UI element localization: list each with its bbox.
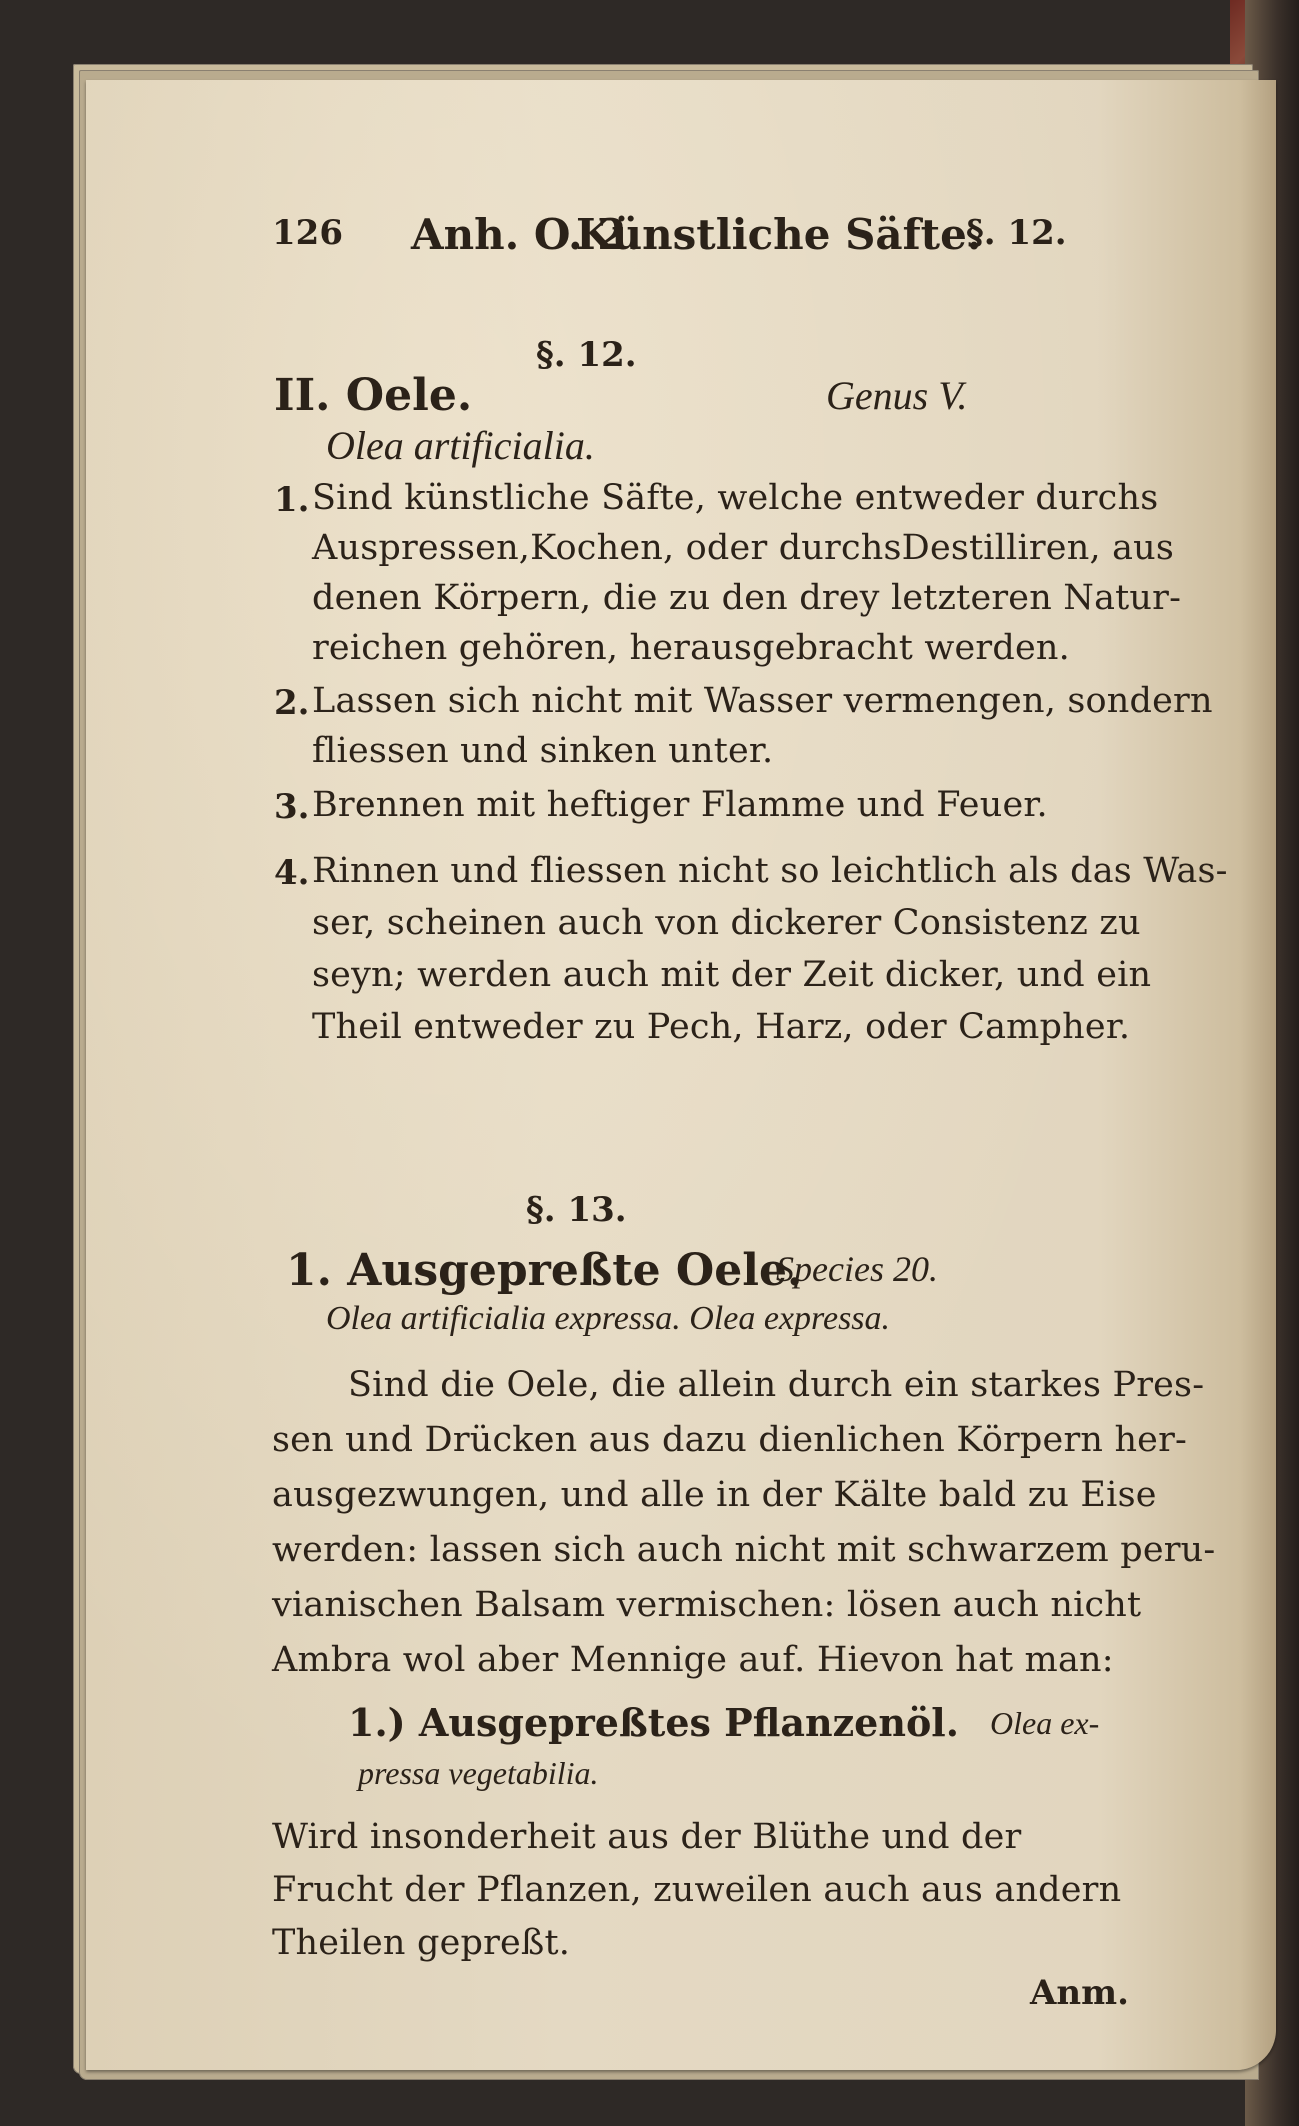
item-number: 1. (274, 480, 310, 520)
species-label: Species 20. (776, 1249, 938, 1289)
body-line: Frucht der Pflanzen, zuweilen auch aus andern (272, 1870, 1122, 1910)
paragraph-mark-12: §. 12. (536, 335, 637, 375)
item-line: Theil entweder zu Pech, Harz, oder Campher. (312, 1007, 1131, 1047)
item-line: reichen gehören, herausgebracht werden. (312, 628, 1070, 668)
subsection-latin: pressa vegetabilia. (358, 1755, 599, 1791)
body-line: Wird insonderheit aus der Blüthe und der (272, 1817, 1022, 1857)
item-line: seyn; werden auch mit der Zeit dicker, und ein (312, 955, 1152, 995)
subsection-latin: Olea ex- (990, 1705, 1100, 1741)
item-number: 4. (274, 853, 310, 893)
page-number: 126 (272, 213, 343, 253)
running-head-paragraph: §. 12. (966, 213, 1067, 253)
body-line: sen und Drücken aus dazu dienlichen Körpern her- (272, 1420, 1188, 1460)
item-line: denen Körpern, die zu den drey letzteren Natur- (312, 578, 1182, 618)
item-line: fliessen und sinken unter. (312, 731, 774, 771)
item-line: ser, scheinen auch von dickerer Consistenz zu (312, 903, 1141, 943)
item-line: Brennen mit heftiger Flamme und Feuer. (312, 785, 1048, 825)
latin-name: Olea artificialia expressa. Olea expressa. (326, 1300, 891, 1337)
running-head-title: Künstliche Säfte. (576, 210, 982, 259)
item-line: Sind künstliche Säfte, welche entweder durchs (312, 478, 1159, 518)
item-line: Lassen sich nicht mit Wasser vermengen, sondern (312, 681, 1213, 721)
latin-name: Olea artificialia. (326, 423, 595, 468)
genus-label: Genus V. (826, 373, 968, 418)
body-line: Ambra wol aber Mennige auf. Hievon hat man: (272, 1640, 1114, 1680)
item-line: Auspressen,Kochen, oder durchsDestilliren, aus (312, 528, 1175, 568)
catchword: Anm. (1030, 1973, 1129, 2013)
book-page (86, 80, 1276, 2070)
running-head-section: Anh. O. 2. (411, 210, 642, 259)
body-line: werden: lassen sich auch nicht mit schwarzem peru- (272, 1530, 1216, 1570)
item-number: 3. (274, 787, 310, 827)
section-heading: II. Oele. (274, 370, 473, 421)
body-line: Sind die Oele, die allein durch ein starkes Pres- (348, 1365, 1205, 1405)
item-number: 2. (274, 683, 310, 723)
paragraph-mark-13: §. 13. (526, 1190, 627, 1230)
species-heading: 1. Ausgepreßte Oele. (286, 1245, 803, 1296)
body-line: Theilen gepreßt. (272, 1923, 571, 1963)
body-line: ausgezwungen, und alle in der Kälte bald zu Eise (272, 1475, 1157, 1515)
item-line: Rinnen und fliessen nicht so leichtlich als das Was- (312, 851, 1228, 891)
body-line: vianischen Balsam vermischen: lösen auch nicht (272, 1585, 1142, 1625)
subsection-heading: 1.) Ausgepreßtes Pflanzenöl. (348, 1700, 959, 1745)
